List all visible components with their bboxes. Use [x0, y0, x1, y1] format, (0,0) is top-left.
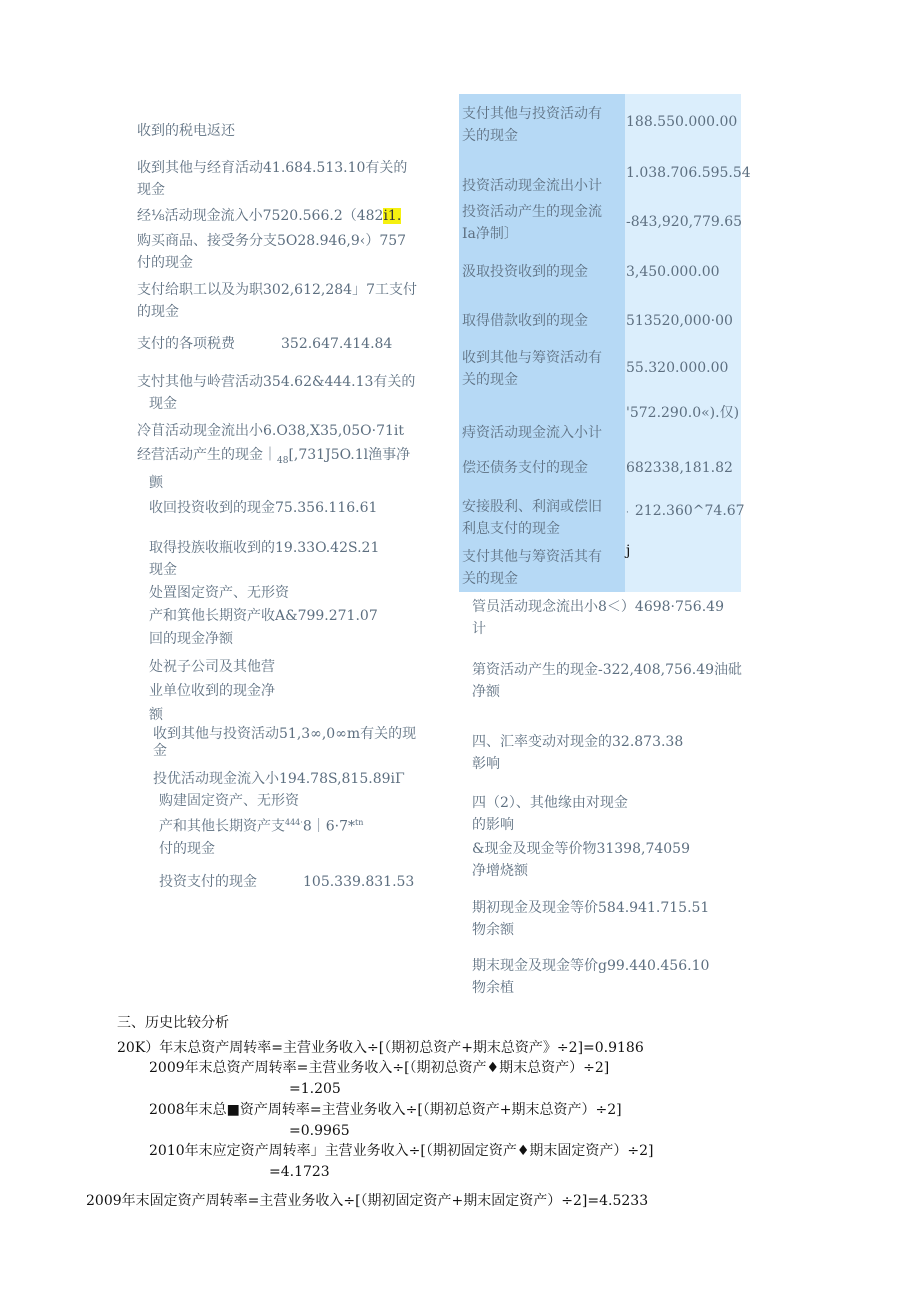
left-row-operating-outflow-subtotal: 冷苜活动现金流出小6.O38,X35,05O·71it [137, 423, 404, 439]
formula-2009-fixed-asset-turnover: 2009年末固定资产周转率=主营业务收入÷[（期初固定资产+期末固定资产）÷2]=4.5233 [86, 1193, 649, 1209]
formula-2010-fixed-asset-turnover: 2010年末应定资产周转率」主营业务收入÷[（期初固定资产♦期末固定资产）÷2] [149, 1143, 654, 1159]
left-row-investment-paid: 投资支付的现金 105.339.831.53 [159, 874, 415, 890]
table-value-financing-inflow-subtotal: '572.290.0«).仅) [626, 405, 740, 421]
left-row-purchase-goods: 购买商品、接受务分支5O28.946,9‹）757 付的现金 [137, 233, 407, 271]
table-row-investing-outflow-subtotal: 投资活动现金流出小计 [462, 178, 602, 194]
formula-2009-total-asset-turnover: 2009年末总资产周转率=主营业务收入÷[（期初总资产♦期末总资产）÷2] [149, 1060, 610, 1076]
formula-2010-total-asset-turnover: 20K）年末总资产周转率=主营业务收入÷[（期初总资产+期末总资产》÷2]=0.9186 [117, 1040, 644, 1056]
formula-2008-total-asset-result: =0.9965 [289, 1123, 350, 1139]
right-row-financing-net: 第资活动产生的现金-322,408,756.49油砒 净额 [472, 662, 743, 700]
right-row-closing-balance: 期末现金及现金等价g99.440.456.10 物余植 [472, 958, 710, 996]
left-row-investment-recovered: 收回投资收到的现金75.356.116.61 [149, 500, 378, 516]
table-value-dividends-paid: · 212.360^74.67 [626, 503, 745, 519]
table-value-investing-outflow-subtotal: 1.038.706.595.54 [626, 165, 751, 181]
left-row-employee-payments: 支付给职工以及为职302,612,284」7工支付 的现金 [137, 282, 417, 320]
table-value-investing-net: -843,920,779.65 [626, 214, 743, 230]
table-row-dividends-paid: 安接股利、利润或偿旧 利息支付的现金 [462, 499, 602, 537]
left-row-taxes-paid: 支付的各项税费 352.647.414.84 [137, 336, 393, 352]
section-heading: 三、历史比较分析 [117, 1015, 229, 1031]
table-row-other-investing-payments: 支付其他与投资活动有 关的现金 [462, 106, 602, 144]
table-row-other-financing-payments: 支付其他与筹资活其有 关的现金 [462, 549, 602, 587]
right-row-net-increase: &现金及现金等价物31398,74059 净增烧额 [472, 841, 690, 879]
table-value-other-financing-payments: j [626, 543, 631, 559]
formula-2009-total-asset-result: =1.205 [289, 1081, 341, 1097]
formula-2008-total-asset-turnover: 2008年末总■资产周转率=主营业务收入÷[（期初总资产+期末总资产）÷2] [149, 1102, 622, 1118]
left-row-investment-income: 取得投族收瓶收到的19.33O.42S.21 现金 [149, 540, 380, 578]
left-row-operating-inflow-subtotal: 经⅛活动现金流入小7520.566.2（482i1. [137, 208, 402, 224]
left-row-investing-inflow-subtotal: 投优活动现金流入小194.78S,815.89iΓ [153, 771, 405, 787]
left-row-operating-net: 经营活动产生的现金$|_{48}[,731J5O.1l$渔事净 颤 [137, 447, 411, 491]
table-row-borrowings: 取得借款收到的现金 [462, 313, 588, 329]
left-row-other-operating-receipts: 收到其他与经育活动41.684.513.10有关的 现金 [137, 160, 408, 198]
table-value-debt-repayment: 682338,181.82 [626, 460, 733, 476]
table-value-other-investing-payments: 188.550.000.00 [626, 114, 738, 130]
table-row-investment-absorbed: 汲取投资收到的现金 [462, 264, 588, 280]
highlight-mark: i1. [383, 208, 402, 224]
right-row-exchange-rate-effect: 四、汇率变动对现金的32.873.38 彰响 [472, 734, 684, 772]
table-value-other-financing-receipts: 55.320.000.00 [626, 360, 729, 376]
table-value-borrowings: 513520,000·00 [626, 313, 733, 329]
table-value-investment-absorbed: 3,450.000.00 [626, 264, 720, 280]
right-row-financing-outflow-subtotal: 管员活动现念流出小8＜）4698·756.49 计 [472, 599, 724, 637]
left-row-other-operating-payments: 支忖其他与岭营活动354.62&444.13有关的 现金 [137, 374, 416, 412]
left-row-subsidiary-disposal: 处祝子公司及其他营 业单位收到的现金净 额 [149, 659, 275, 723]
left-row-fixed-asset-disposal: 处置图定资产、无形资 产和箕他长期资产收A&799.271.07 回的现金净额 [149, 585, 378, 647]
left-row-fixed-asset-purchase: 购建固定资产、无形资 产和其他长期资产支$^{444\cdot}$8｜6·7*$^{tn}$ 付的现金 [159, 793, 364, 857]
table-row-other-financing-receipts: 收到其他与筹资活动有 关的现金 [462, 350, 602, 388]
right-row-opening-balance: 期初现金及现金等价584.941.715.51 物余额 [472, 900, 710, 938]
right-row-other-effects: 四（2）、其他缘由对现金 的影响 [472, 795, 628, 833]
table-row-debt-repayment: 偿还债务支付的现金 [462, 460, 588, 476]
table-row-investing-net: 投资活动产生的现金流 Ia净制〕 [462, 204, 602, 242]
formula-2010-fixed-asset-result: =4.1723 [269, 1164, 330, 1180]
left-row-tax-refund: 收到的税电返还 [137, 123, 235, 139]
left-row-other-investing-receipts: 收到其他与投资活动51,3∞,0∞m有关的现 金 [153, 726, 417, 759]
table-row-financing-inflow-subtotal: 痔资活动现金流入小计 [462, 425, 602, 441]
